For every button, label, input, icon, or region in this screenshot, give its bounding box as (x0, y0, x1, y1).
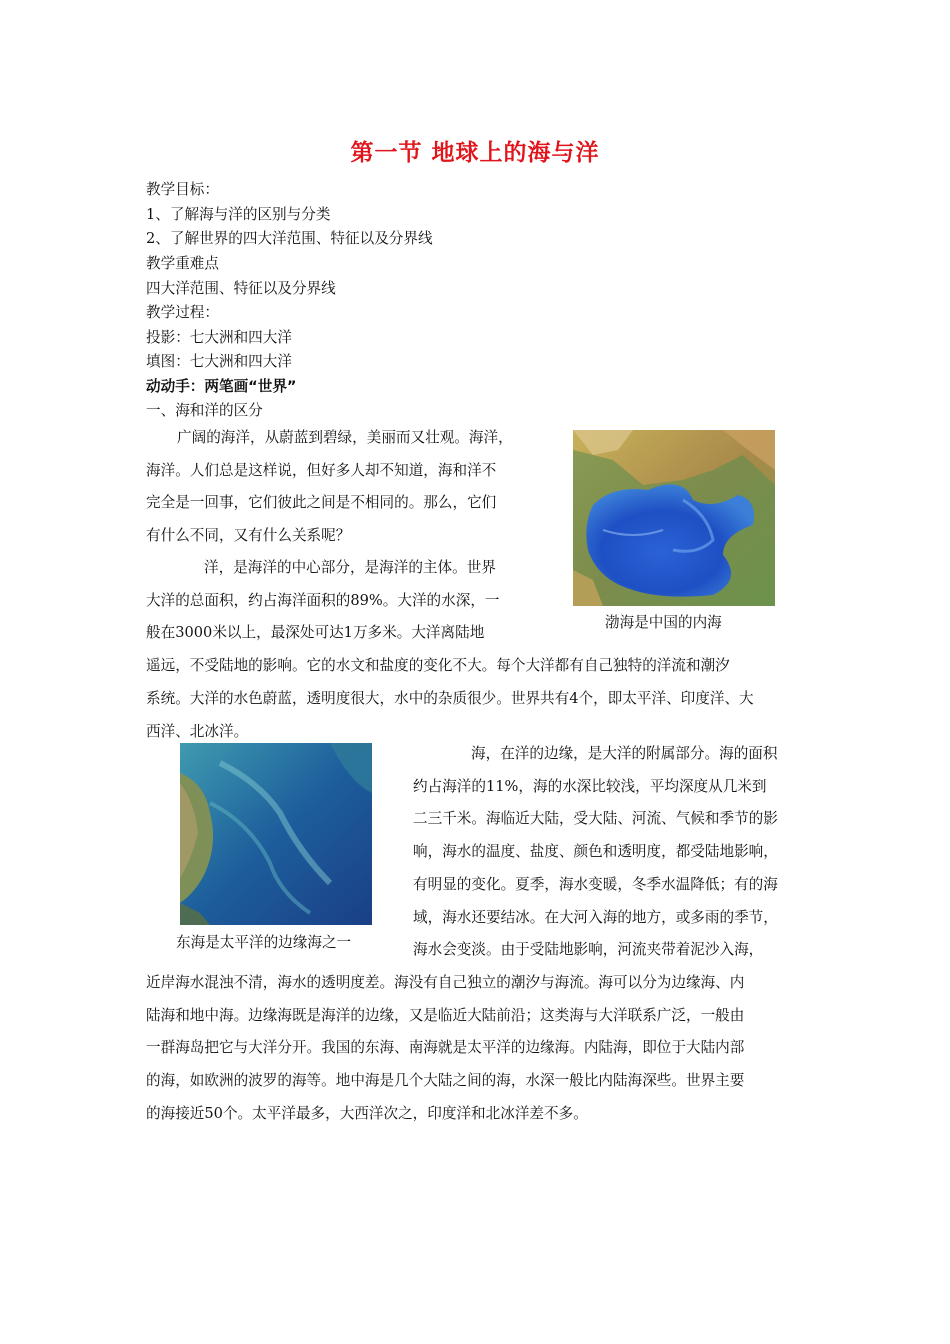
paragraph-sea (413, 738, 778, 967)
text-line: 响，海水的温度、盐度、颜色和透明度，都受陆地影响， (413, 843, 778, 861)
process-step: 填图：七大洲和四大洋 (146, 353, 292, 370)
caption-bohai: 渤海是中国的内海 (605, 614, 722, 631)
text-line: 般在3000米以上，最深处可达1万多米。大洋离陆地 (146, 624, 485, 642)
text-line: 海洋。人们总是这样说，但好多人却不知道，海和洋不 (146, 461, 497, 479)
heading-goals: 教学目标： (146, 181, 219, 198)
text-line: 广阔的海洋，从蔚蓝到碧绿，美丽而又壮观。海洋， (177, 429, 513, 446)
text-line: 完全是一回事，它们彼此之间是不相同的。那么，它们 (146, 494, 497, 512)
text-line: 遥远，不受陆地的影响。它的水文和盐度的变化不大。每个大洋都有自己独特的洋流和潮汐 (146, 657, 730, 675)
activity-heading: 动动手：两笔画“世界” (146, 378, 297, 395)
text-line: 近岸海水混浊不清，海水的透明度差。海没有自己独立的潮汐与海流。海可以分为边缘海、内 (146, 974, 745, 991)
goal-item: 1、了解海与洋的区别与分类 (146, 206, 331, 223)
text-line: 的海接近50个。太平洋最多，大西洋次之，印度洋和北冰洋差不多。 (146, 1104, 588, 1122)
text-line: 大洋的总面积，约占海洋面积的89%。大洋的水深，一 (146, 591, 500, 609)
text-line: 陆海和地中海。边缘海既是海洋的边缘，又是临近大陆前沿；这类海与大洋联系广泛，一般由 (146, 1006, 745, 1024)
heading-process: 教学过程： (146, 304, 219, 321)
paragraph-sea-continued (146, 967, 744, 1131)
text-line: 一群海岛把它与大洋分开。我国的东海、南海就是太平洋的边缘海。内陆海，即位于大陆内部 (146, 1039, 745, 1057)
page-title: 第一节 地球上的海与洋 (350, 140, 600, 166)
text-line: 约占海洋的11%，海的水深比较浅，平均深度从几米到 (413, 777, 767, 795)
text-line: 有什么不同，又有什么关系呢？ (146, 527, 351, 545)
caption-east-china-sea: 东海是太平洋的边缘海之一 (176, 934, 352, 951)
process-step: 投影：七大洲和四大洋 (146, 329, 292, 346)
heading-key-points: 教学重难点 (146, 255, 219, 272)
text-line: 海水会变淡。由于受陆地影响，河流夹带着泥沙入海， (413, 941, 764, 959)
text-line: 二三千米。海临近大陆，受大陆、河流、气候和季节的影 (413, 810, 778, 828)
text-line: 海，在洋的边缘，是大洋的附属部分。海的面积 (471, 745, 778, 762)
text-line: 的海，如欧洲的波罗的海等。地中海是几个大陆之间的海，水深一般比内陆海深些。世界主要 (146, 1072, 745, 1090)
text-line: 有明显的变化。夏季，海水变暖，冬季水温降低；有的海 (413, 875, 778, 893)
section-heading: 一、海和洋的区分 (146, 402, 263, 419)
text-line: 系统。大洋的水色蔚蓝，透明度很大，水中的杂质很少。世界共有4个，即太平洋、印度洋、大 (146, 689, 754, 707)
text-line: 域，海水还要结冰。在大河入海的地方，或多雨的季节， (413, 908, 778, 926)
text-line: 洋，是海洋的中心部分，是海洋的主体。世界 (204, 559, 496, 576)
text-line: 西洋、北冰洋。 (146, 722, 249, 740)
paragraph-intro (146, 422, 513, 553)
goal-item: 2、了解世界的四大洋范围、特征以及分界线 (146, 230, 433, 247)
key-point-text: 四大洋范围、特征以及分界线 (146, 280, 336, 297)
east-china-sea-satellite-image (180, 743, 372, 925)
bohai-sea-satellite-image (573, 430, 775, 606)
